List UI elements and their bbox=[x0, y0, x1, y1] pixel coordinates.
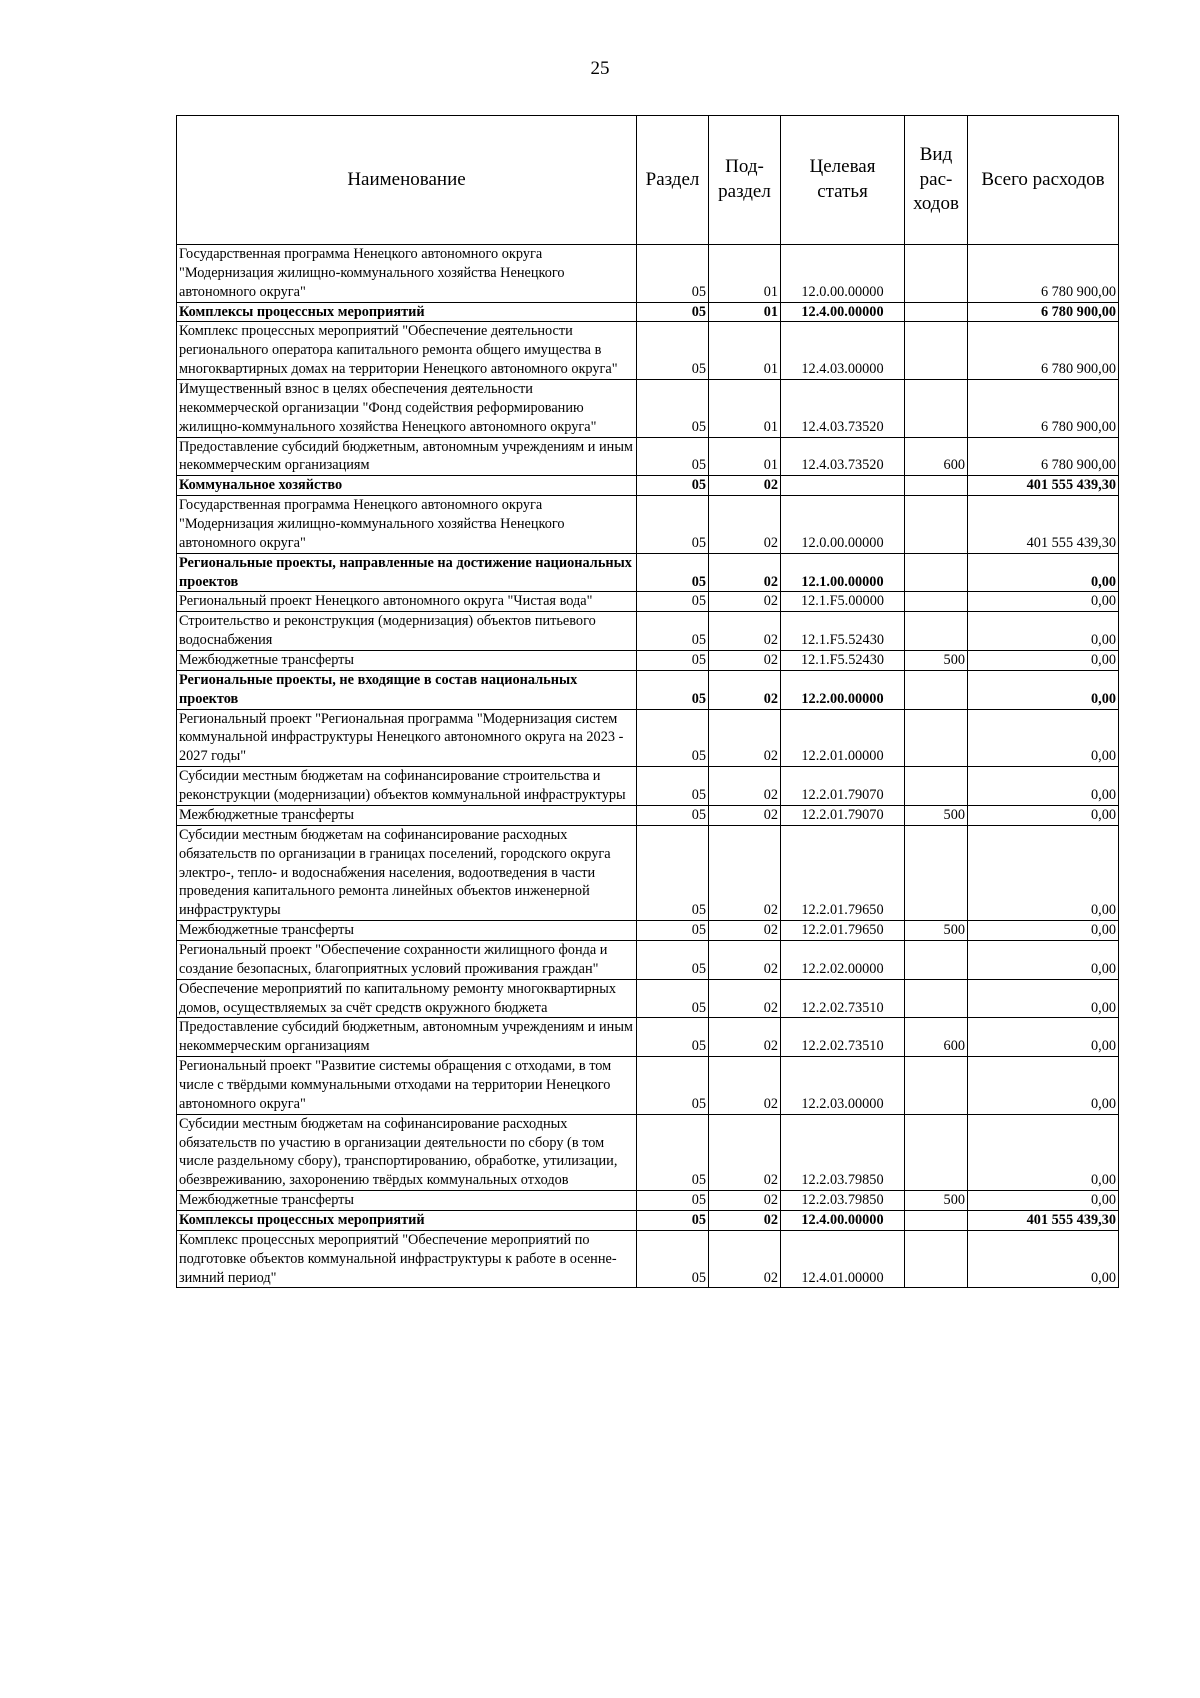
row-name: Строительство и реконструкция (модернизация) объектов питьевого водоснабжения bbox=[177, 612, 637, 651]
row-subsection: 02 bbox=[709, 709, 781, 767]
table-row bbox=[177, 1191, 1119, 1211]
row-section: 05 bbox=[637, 921, 709, 941]
row-section: 05 bbox=[637, 437, 709, 476]
row-target: 12.2.01.79070 bbox=[781, 805, 905, 825]
row-total: 0,00 bbox=[968, 651, 1119, 671]
table-row bbox=[177, 322, 1119, 380]
row-kind bbox=[905, 612, 968, 651]
row-section: 05 bbox=[637, 1230, 709, 1288]
row-subsection: 02 bbox=[709, 940, 781, 979]
row-target: 12.0.00.00000 bbox=[781, 245, 905, 303]
row-total: 0,00 bbox=[968, 921, 1119, 941]
row-name: Комплекс процессных мероприятий "Обеспечение мероприятий по подготовке объектов коммунальной инфраструктуры к работе в осенне-зимний период" bbox=[177, 1230, 637, 1288]
table-row bbox=[177, 1018, 1119, 1057]
row-target: 12.2.01.79650 bbox=[781, 825, 905, 920]
row-target: 12.2.01.00000 bbox=[781, 709, 905, 767]
header-row bbox=[177, 116, 1119, 245]
row-section: 05 bbox=[637, 1210, 709, 1230]
row-kind bbox=[905, 940, 968, 979]
row-kind: 500 bbox=[905, 921, 968, 941]
row-target: 12.2.00.00000 bbox=[781, 670, 905, 709]
row-subsection: 02 bbox=[709, 651, 781, 671]
row-subsection: 01 bbox=[709, 245, 781, 303]
row-target: 12.1.F5.52430 bbox=[781, 612, 905, 651]
row-subsection: 02 bbox=[709, 1230, 781, 1288]
row-subsection: 01 bbox=[709, 322, 781, 380]
row-kind: 500 bbox=[905, 805, 968, 825]
header-kind: Вид рас-ходов bbox=[905, 116, 968, 245]
row-subsection: 01 bbox=[709, 302, 781, 322]
row-section: 05 bbox=[637, 592, 709, 612]
row-total: 0,00 bbox=[968, 612, 1119, 651]
row-section: 05 bbox=[637, 670, 709, 709]
row-subsection: 02 bbox=[709, 476, 781, 496]
row-total: 0,00 bbox=[968, 1057, 1119, 1115]
table-row bbox=[177, 1057, 1119, 1115]
row-kind bbox=[905, 322, 968, 380]
row-target: 12.2.03.79850 bbox=[781, 1114, 905, 1190]
row-target: 12.2.02.00000 bbox=[781, 940, 905, 979]
row-subsection: 02 bbox=[709, 612, 781, 651]
row-subsection: 02 bbox=[709, 670, 781, 709]
table-row bbox=[177, 825, 1119, 920]
row-kind bbox=[905, 979, 968, 1018]
table-row bbox=[177, 245, 1119, 303]
row-section: 05 bbox=[637, 476, 709, 496]
row-total: 401 555 439,30 bbox=[968, 1210, 1119, 1230]
row-subsection: 02 bbox=[709, 767, 781, 806]
row-subsection: 02 bbox=[709, 921, 781, 941]
row-kind bbox=[905, 476, 968, 496]
row-target: 12.2.01.79650 bbox=[781, 921, 905, 941]
row-name: Региональные проекты, не входящие в состав национальных проектов bbox=[177, 670, 637, 709]
row-subsection: 02 bbox=[709, 979, 781, 1018]
row-name: Субсидии местным бюджетам на софинансирование расходных обязательств по организации в границах поселений, городского округа электро-, тепло- и водоснабжения населения, водоотведения в части проведения капитального ремонта линейных объектов инженерной инфраструктуры bbox=[177, 825, 637, 920]
row-target: 12.1.F5.00000 bbox=[781, 592, 905, 612]
row-section: 05 bbox=[637, 380, 709, 438]
row-kind bbox=[905, 1210, 968, 1230]
row-section: 05 bbox=[637, 612, 709, 651]
row-section: 05 bbox=[637, 245, 709, 303]
row-section: 05 bbox=[637, 979, 709, 1018]
row-total: 0,00 bbox=[968, 709, 1119, 767]
row-target: 12.2.03.79850 bbox=[781, 1191, 905, 1211]
table-row bbox=[177, 302, 1119, 322]
row-total: 0,00 bbox=[968, 1230, 1119, 1288]
row-total: 6 780 900,00 bbox=[968, 302, 1119, 322]
row-total: 0,00 bbox=[968, 1114, 1119, 1190]
table-row bbox=[177, 592, 1119, 612]
row-target: 12.4.03.73520 bbox=[781, 380, 905, 438]
row-kind bbox=[905, 302, 968, 322]
row-total: 6 780 900,00 bbox=[968, 245, 1119, 303]
row-name: Межбюджетные трансферты bbox=[177, 921, 637, 941]
row-name: Государственная программа Ненецкого автономного округа "Модернизация жилищно-коммунального хозяйства Ненецкого автономного округа" bbox=[177, 496, 637, 554]
budget-table bbox=[176, 115, 1119, 1288]
table-row bbox=[177, 767, 1119, 806]
row-subsection: 02 bbox=[709, 553, 781, 592]
page-number: 25 bbox=[590, 58, 610, 79]
header-subsection: Под-раздел bbox=[709, 116, 781, 245]
row-target: 12.2.02.73510 bbox=[781, 979, 905, 1018]
table-row bbox=[177, 612, 1119, 651]
row-total: 0,00 bbox=[968, 805, 1119, 825]
row-subsection: 02 bbox=[709, 1018, 781, 1057]
table-row bbox=[177, 380, 1119, 438]
row-target: 12.1.00.00000 bbox=[781, 553, 905, 592]
row-subsection: 02 bbox=[709, 805, 781, 825]
row-kind bbox=[905, 496, 968, 554]
row-subsection: 02 bbox=[709, 1057, 781, 1115]
row-total: 0,00 bbox=[968, 940, 1119, 979]
table-row bbox=[177, 437, 1119, 476]
row-section: 05 bbox=[637, 553, 709, 592]
row-section: 05 bbox=[637, 940, 709, 979]
row-name: Комплексы процессных мероприятий bbox=[177, 1210, 637, 1230]
row-total: 0,00 bbox=[968, 1018, 1119, 1057]
row-name: Региональные проекты, направленные на достижение национальных проектов bbox=[177, 553, 637, 592]
row-subsection: 02 bbox=[709, 592, 781, 612]
row-name: Региональный проект "Обеспечение сохранности жилищного фонда и создание безопасных, благоприятных условий проживания граждан" bbox=[177, 940, 637, 979]
row-kind bbox=[905, 553, 968, 592]
row-subsection: 02 bbox=[709, 496, 781, 554]
row-total: 0,00 bbox=[968, 592, 1119, 612]
table-body bbox=[177, 245, 1119, 1288]
table-row bbox=[177, 476, 1119, 496]
table-row bbox=[177, 921, 1119, 941]
row-total: 0,00 bbox=[968, 670, 1119, 709]
row-kind bbox=[905, 380, 968, 438]
row-kind bbox=[905, 670, 968, 709]
header-total: Всего расходов bbox=[968, 116, 1119, 245]
row-subsection: 02 bbox=[709, 825, 781, 920]
row-name: Государственная программа Ненецкого автономного округа "Модернизация жилищно-коммунального хозяйства Ненецкого автономного округа" bbox=[177, 245, 637, 303]
table-row bbox=[177, 979, 1119, 1018]
row-target: 12.2.03.00000 bbox=[781, 1057, 905, 1115]
row-total: 0,00 bbox=[968, 553, 1119, 592]
row-target: 12.0.00.00000 bbox=[781, 496, 905, 554]
row-total: 401 555 439,30 bbox=[968, 496, 1119, 554]
row-kind bbox=[905, 709, 968, 767]
row-name: Межбюджетные трансферты bbox=[177, 1191, 637, 1211]
table-row bbox=[177, 670, 1119, 709]
row-total: 0,00 bbox=[968, 979, 1119, 1018]
row-name: Региональный проект "Развитие системы обращения с отходами, в том числе с твёрдыми коммунальными отходами на территории Ненецкого автономного округа" bbox=[177, 1057, 637, 1115]
row-name: Региональный проект Ненецкого автономного округа "Чистая вода" bbox=[177, 592, 637, 612]
table-row bbox=[177, 940, 1119, 979]
table-row bbox=[177, 805, 1119, 825]
row-kind bbox=[905, 1230, 968, 1288]
row-target: 12.4.03.73520 bbox=[781, 437, 905, 476]
row-name: Межбюджетные трансферты bbox=[177, 805, 637, 825]
row-section: 05 bbox=[637, 709, 709, 767]
row-kind bbox=[905, 825, 968, 920]
row-subsection: 02 bbox=[709, 1114, 781, 1190]
row-kind: 500 bbox=[905, 651, 968, 671]
row-total: 0,00 bbox=[968, 767, 1119, 806]
row-total: 0,00 bbox=[968, 825, 1119, 920]
row-section: 05 bbox=[637, 651, 709, 671]
row-target: 12.4.01.00000 bbox=[781, 1230, 905, 1288]
row-name: Имущественный взнос в целях обеспечения деятельности некоммерческой организации "Фонд содействия реформированию жилищно-коммунального хозяйства Ненецкого автономного округа" bbox=[177, 380, 637, 438]
table-row bbox=[177, 709, 1119, 767]
row-kind: 500 bbox=[905, 1191, 968, 1211]
row-name: Комплекс процессных мероприятий "Обеспечение деятельности регионального оператора капитального ремонта общего имущества в многоквартирных домах на территории Ненецкого автономного округа" bbox=[177, 322, 637, 380]
row-kind bbox=[905, 592, 968, 612]
row-subsection: 01 bbox=[709, 437, 781, 476]
table-row bbox=[177, 651, 1119, 671]
row-subsection: 01 bbox=[709, 380, 781, 438]
row-section: 05 bbox=[637, 496, 709, 554]
row-section: 05 bbox=[637, 825, 709, 920]
row-kind bbox=[905, 245, 968, 303]
row-section: 05 bbox=[637, 1018, 709, 1057]
row-kind bbox=[905, 1057, 968, 1115]
row-kind: 600 bbox=[905, 1018, 968, 1057]
table-row bbox=[177, 1230, 1119, 1288]
row-name: Межбюджетные трансферты bbox=[177, 651, 637, 671]
row-total: 401 555 439,30 bbox=[968, 476, 1119, 496]
row-target: 12.4.03.00000 bbox=[781, 322, 905, 380]
row-name: Субсидии местным бюджетам на софинансирование строительства и реконструкции (модернизации) объектов коммунальной инфраструктуры bbox=[177, 767, 637, 806]
row-name: Комплексы процессных мероприятий bbox=[177, 302, 637, 322]
row-target: 12.1.F5.52430 bbox=[781, 651, 905, 671]
row-section: 05 bbox=[637, 322, 709, 380]
row-name: Региональный проект "Региональная программа "Модернизация систем коммунальной инфраструктуры Ненецкого автономного округа на 2023 - 2027 годы" bbox=[177, 709, 637, 767]
table-row bbox=[177, 553, 1119, 592]
row-section: 05 bbox=[637, 1057, 709, 1115]
row-target: 12.4.00.00000 bbox=[781, 1210, 905, 1230]
row-kind bbox=[905, 1114, 968, 1190]
row-subsection: 02 bbox=[709, 1191, 781, 1211]
row-kind bbox=[905, 767, 968, 806]
row-subsection: 02 bbox=[709, 1210, 781, 1230]
row-section: 05 bbox=[637, 767, 709, 806]
header-target: Целевая статья bbox=[781, 116, 905, 245]
row-target bbox=[781, 476, 905, 496]
row-total: 6 780 900,00 bbox=[968, 437, 1119, 476]
table-row bbox=[177, 1114, 1119, 1190]
row-total: 0,00 bbox=[968, 1191, 1119, 1211]
row-name: Субсидии местным бюджетам на софинансирование расходных обязательств по участию в организации деятельности по сбору (в том числе раздельному сбору), транспортированию, обработке, утилизации, обезвреживанию, захоронению твёрдых коммунальных отходов bbox=[177, 1114, 637, 1190]
row-section: 05 bbox=[637, 1191, 709, 1211]
row-section: 05 bbox=[637, 302, 709, 322]
row-section: 05 bbox=[637, 805, 709, 825]
table-row bbox=[177, 496, 1119, 554]
row-section: 05 bbox=[637, 1114, 709, 1190]
row-name: Обеспечение мероприятий по капитальному ремонту многоквартирных домов, осуществляемых за счёт средств окружного бюджета bbox=[177, 979, 637, 1018]
row-name: Коммунальное хозяйство bbox=[177, 476, 637, 496]
row-total: 6 780 900,00 bbox=[968, 380, 1119, 438]
header-section: Раздел bbox=[637, 116, 709, 245]
row-kind: 600 bbox=[905, 437, 968, 476]
row-name: Предоставление субсидий бюджетным, автономным учреждениям и иным некоммерческим организациям bbox=[177, 1018, 637, 1057]
table-row bbox=[177, 1210, 1119, 1230]
row-name: Предоставление субсидий бюджетным, автономным учреждениям и иным некоммерческим организациям bbox=[177, 437, 637, 476]
row-target: 12.2.02.73510 bbox=[781, 1018, 905, 1057]
row-target: 12.2.01.79070 bbox=[781, 767, 905, 806]
row-target: 12.4.00.00000 bbox=[781, 302, 905, 322]
header-name: Наименование bbox=[177, 116, 637, 245]
row-total: 6 780 900,00 bbox=[968, 322, 1119, 380]
